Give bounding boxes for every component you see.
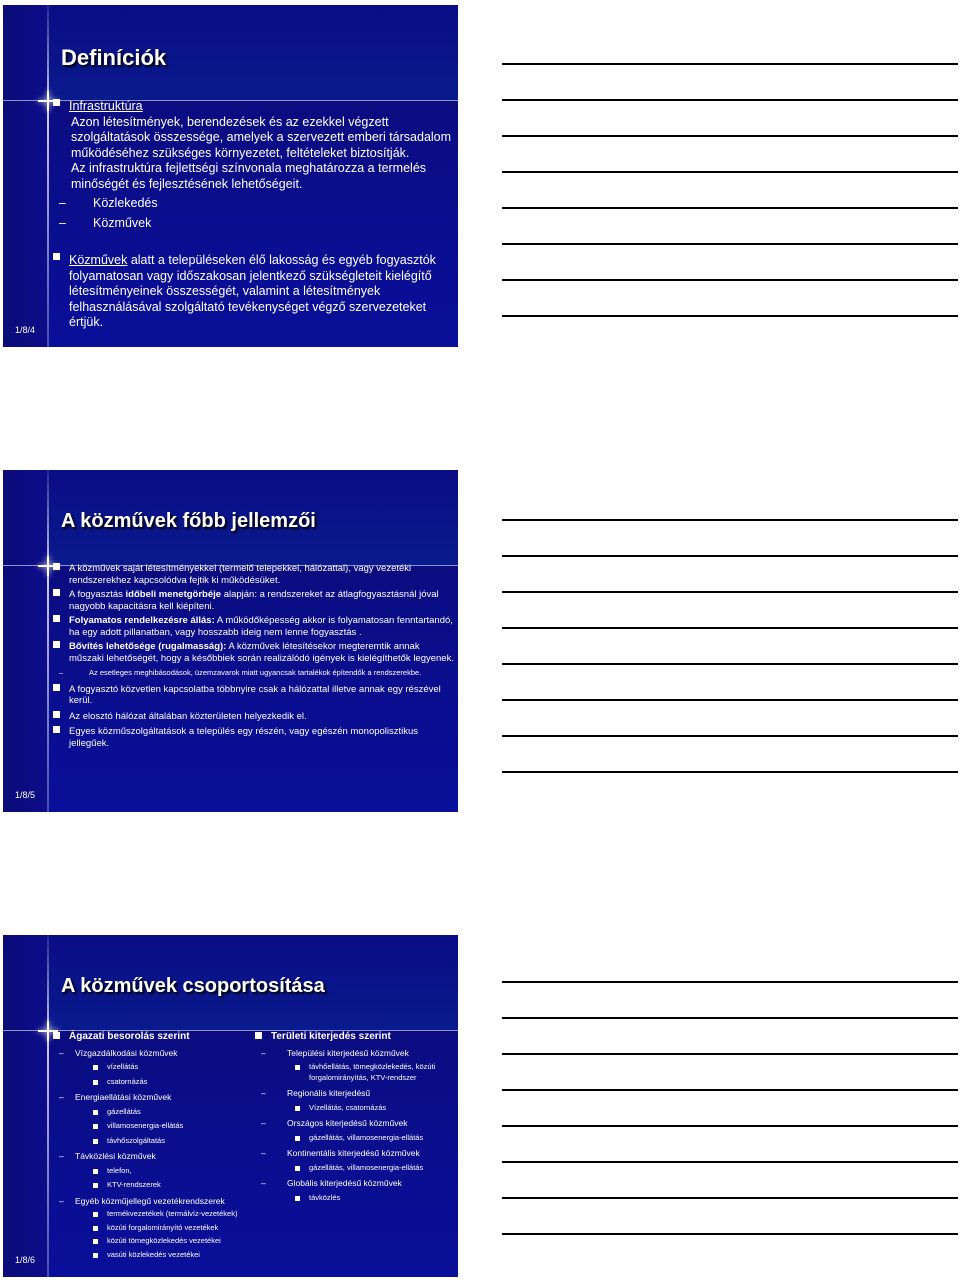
slide-csoportositas	[3, 935, 458, 1277]
group-item: termékvezetékek (termálvíz-vezetékek)	[93, 1209, 253, 1220]
slide-definiciok	[3, 5, 458, 347]
column-heading-text: Ágazati besorolás szerint	[69, 1031, 190, 1042]
bullet-emphasis: Bővítés lehetősége (rugalmasság):	[69, 641, 227, 652]
note-line	[502, 1089, 958, 1091]
group-item: közúti tömegközlekedés vezetékei	[93, 1236, 253, 1247]
group-item: vasúti közlekedés vezetékei	[93, 1250, 253, 1261]
group-label: – Globális kiterjedésű közművek	[255, 1178, 455, 1189]
bullet-emphasis: Folyamatos rendelkezésre állás:	[69, 615, 215, 626]
note-line	[502, 699, 958, 701]
note-line	[502, 981, 958, 983]
note-line	[502, 1197, 958, 1199]
group-label: – Települési kiterjedésű közművek	[255, 1048, 455, 1059]
note-line	[502, 243, 958, 245]
note-line	[502, 519, 958, 521]
slide-title: A közművek csoportosítása	[61, 975, 325, 997]
note-line	[502, 735, 958, 737]
slide-number: 1/8/4	[15, 325, 36, 335]
note-line	[502, 591, 958, 593]
decorative-vertical-line	[47, 935, 49, 1277]
bullet-text: alapján: a rendszereket az átlagfogyasztásnál jóval nagyobb kapacitásra kell kiépíteni.	[69, 589, 439, 612]
slide-number: 1/8/5	[15, 790, 36, 800]
group-item: villamosenergia-ellátás	[93, 1121, 253, 1132]
bullet-item	[53, 563, 455, 586]
group-label: – Országos kiterjedésű közművek	[255, 1118, 455, 1129]
slide-body	[53, 99, 453, 331]
note-line	[502, 315, 958, 317]
note-line	[502, 1017, 958, 1019]
definition-text-2: Az infrastruktúra fejlettségi színvonala meghatározza a termelés minőségét és fejlesztésének lehetőségeit.	[71, 161, 427, 191]
decorative-vertical-line	[47, 5, 49, 347]
group-label: – Energiaellátási közművek	[53, 1092, 253, 1103]
group-item: telefon,	[93, 1166, 253, 1177]
decorative-vertical-line	[47, 470, 49, 812]
group-label: – Kontinentális kiterjedésű közművek	[255, 1148, 455, 1159]
note-line	[502, 135, 958, 137]
bullet-infrastruktura	[53, 99, 453, 115]
bullet-text: A fogyasztó közvetlen kapcsolatba többnyire csak a hálózattal illetve annak egy részével kerül.	[69, 683, 441, 706]
notes-lines-1	[502, 63, 958, 351]
column-heading	[255, 1032, 455, 1043]
slide-jellemzok	[3, 470, 458, 812]
bullet-item	[53, 726, 455, 749]
slide-title: A közművek főbb jellemzői	[61, 510, 316, 532]
note-line	[502, 207, 958, 209]
bullet-text: alatt a településeken élő lakosság és egyéb fogyasztók folyamatosan vagy időszakosan jelentkező szükségleteit kielégítő létesítményeinek összességét, valamint a létesítmények felhasználásával szolgáltató tevékenységet végző szervezeteket értjük.	[69, 253, 436, 329]
bullet-item	[53, 684, 455, 707]
bullet-item	[53, 641, 455, 664]
note-line	[502, 171, 958, 173]
note-line	[502, 99, 958, 101]
note-line	[502, 1053, 958, 1055]
group-item: vízellátás	[93, 1062, 253, 1073]
group-item: távhőellátás, tömegközlekedés, közúti forgalomirányítás, KTV-rendszer	[295, 1062, 455, 1083]
sub-item-kozmuvek: – Közművek	[53, 216, 453, 232]
group-label: – Egyéb közműjellegű vezetékrendszerek	[53, 1196, 253, 1207]
group-label: – Távközlési közművek	[53, 1151, 253, 1162]
note-line	[502, 555, 958, 557]
bullet-emphasis: időbeli menetgörbéje	[125, 589, 222, 600]
group-item: távközlés	[295, 1193, 455, 1204]
bullet-text: A közművek saját létesítményekkel (termelő telepekkel, hálózattal), vagy vezetéki rendszerekhez kapcsolódva fejtik ki működésüket.	[69, 563, 412, 586]
bullet-heading: Infrastruktúra	[69, 99, 143, 113]
note-line	[502, 279, 958, 281]
slide-number: 1/8/6	[15, 1255, 36, 1265]
note-line	[502, 63, 958, 65]
column-heading-text: Területi kiterjedés szerint	[271, 1031, 391, 1042]
slide-title: Definíciók	[61, 45, 167, 70]
slide-left-strip	[3, 5, 47, 347]
note-line	[502, 1233, 958, 1235]
definition-text: Azon létesítmények, berendezések és az ezekkel végzett szolgáltatások összessége, amelyek a szervezett emberi társadalom működéséhez szükséges környezetet, feltételeket biztosítják.	[71, 114, 452, 160]
sub-item-kozlekedes: – Közlekedés	[53, 196, 453, 212]
slide-left-strip	[3, 470, 47, 812]
bullet-text: Az elosztó hálózat általában közterületen helyezkedik el.	[69, 710, 307, 722]
notes-lines-2	[502, 519, 958, 807]
bullet-item	[53, 711, 455, 723]
notes-lines-3	[502, 981, 958, 1269]
bullet-item	[53, 589, 455, 612]
bullet-text: A fogyasztás	[69, 589, 126, 600]
sub-item: – Az esetleges meghibásodások, üzemzavarok miatt ugyancsak tartalékok építendők a rendszerekbe.	[53, 668, 455, 678]
note-line	[502, 663, 958, 665]
group-item: csatornázás	[93, 1077, 253, 1088]
group-item: gázellátás	[93, 1107, 253, 1118]
note-line	[502, 1161, 958, 1163]
slide-left-strip	[3, 935, 47, 1277]
left-column	[53, 1032, 253, 1260]
group-label: – Regionális kiterjedésű	[255, 1088, 455, 1099]
note-line	[502, 771, 958, 773]
group-label: – Vízgazdálkodási közművek	[53, 1048, 253, 1059]
bullet-item	[53, 615, 455, 638]
bullet-text: A működőképesség akkor is folyamatosan fenntartandó, ha egy adott pillanatban, vagy hosszabb ideig nem lenne fogyasztás .	[69, 615, 453, 638]
bullet-heading: Közművek	[69, 253, 128, 267]
slide-body	[53, 563, 455, 749]
group-item: távhőszolgáltatás	[93, 1136, 253, 1147]
note-line	[502, 627, 958, 629]
note-line	[502, 1125, 958, 1127]
bullet-text: A közművek létesítésekor megteremtik annak műszaki lehetőségét, hogy a későbbiek során realizálódó igények is kielégíthetők legyenek.	[69, 641, 454, 664]
column-heading	[53, 1032, 253, 1043]
bullet-kozmuvek	[53, 253, 453, 331]
group-item: KTV-rendszerek	[93, 1180, 253, 1191]
bullet-text: Egyes közműszolgáltatások a település egy részén, vagy egészén monopolisztikus jellegűek.	[69, 726, 419, 749]
group-item: Vízellátás, csatornázás	[295, 1103, 455, 1114]
right-column	[255, 1032, 455, 1203]
group-item: gázellátás, villamosenergia-ellátás	[295, 1163, 455, 1174]
group-item: gázellátás, villamosenergia-ellátás	[295, 1133, 455, 1144]
group-item: közúti forgalomirányító vezetékek	[93, 1223, 253, 1234]
